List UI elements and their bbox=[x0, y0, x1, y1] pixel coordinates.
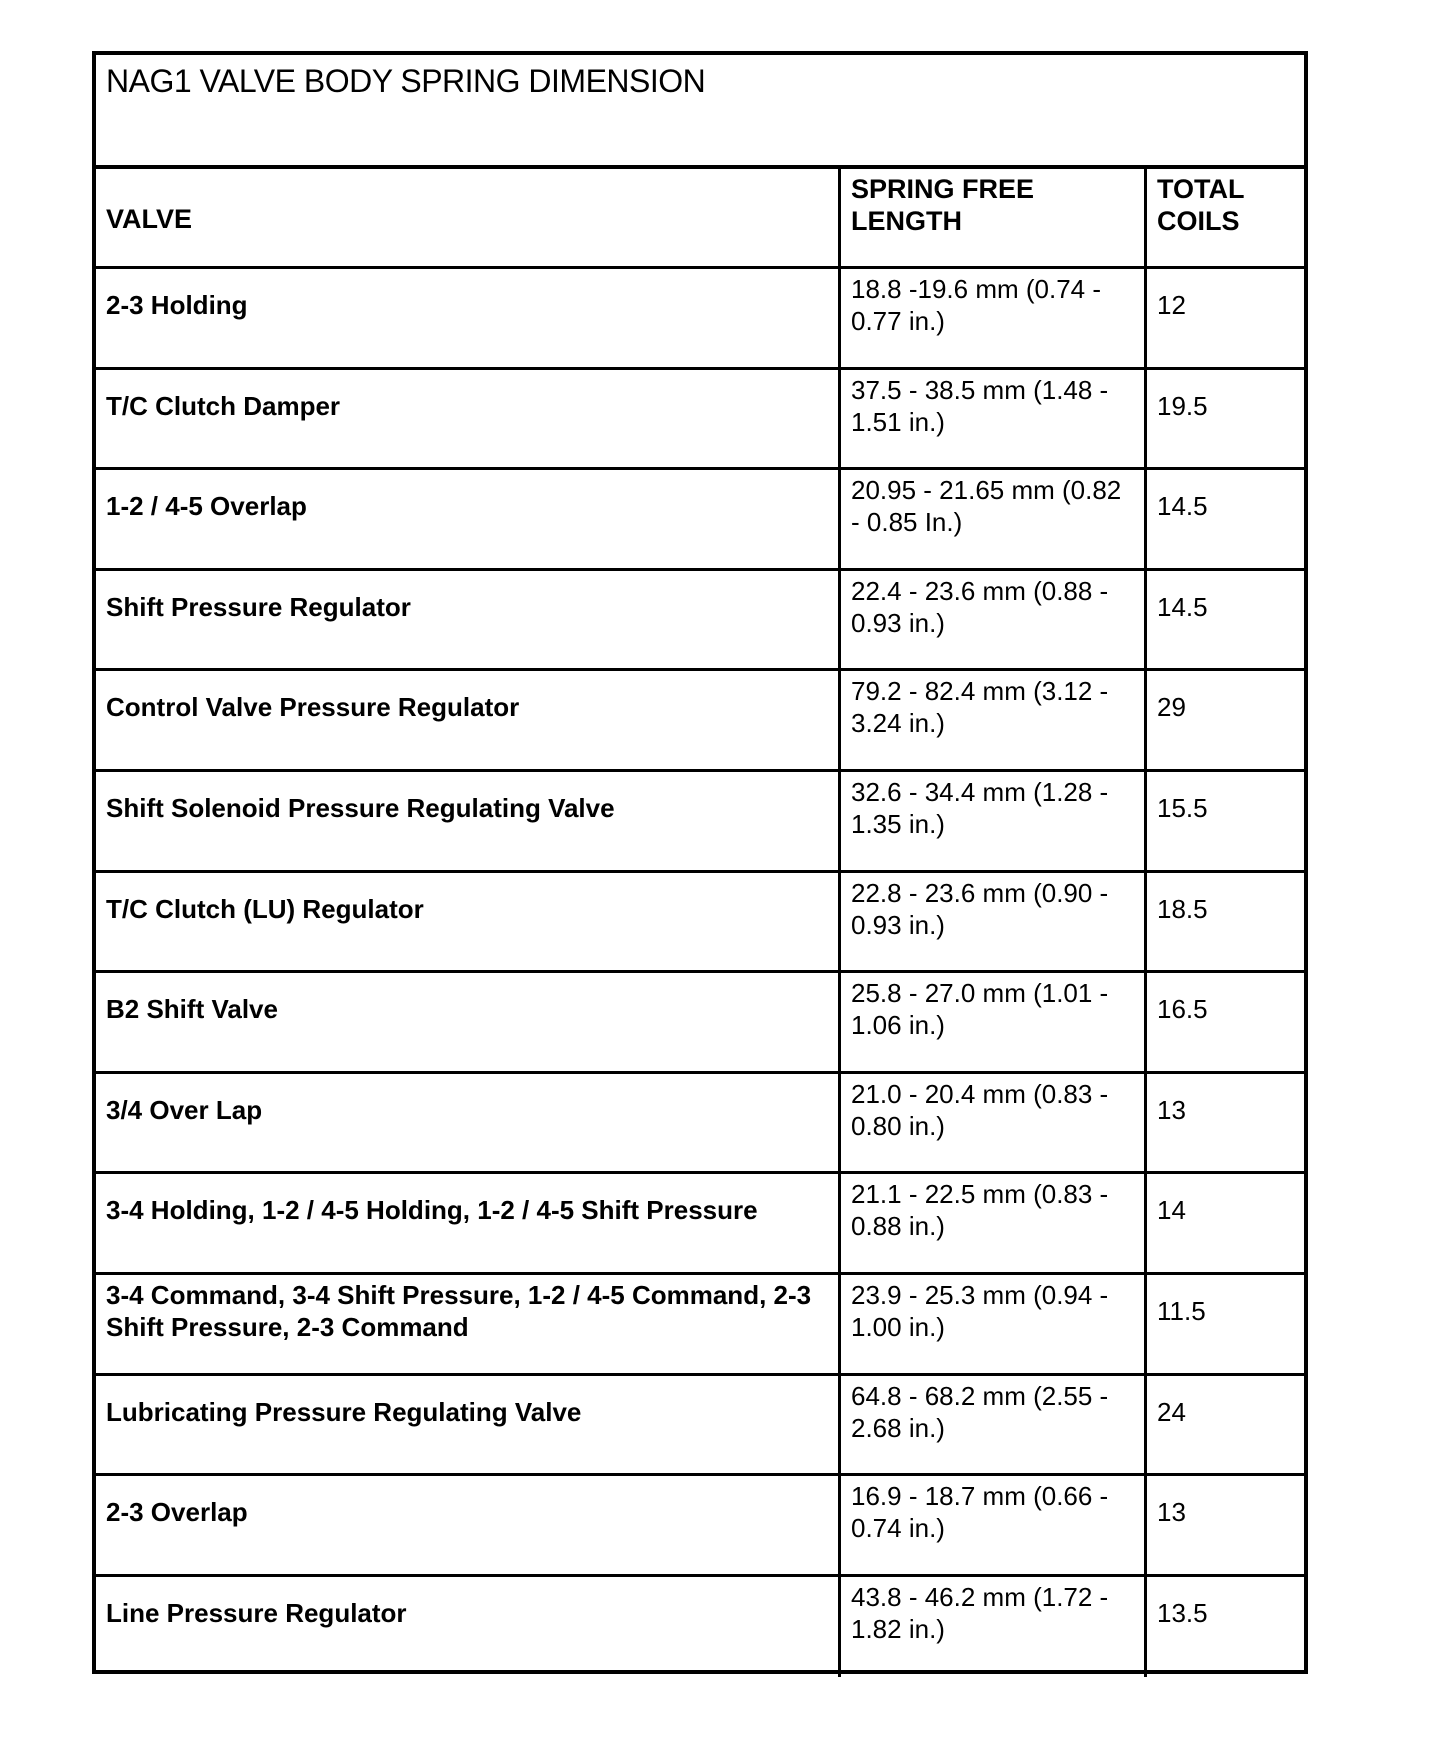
table-row bbox=[96, 370, 1304, 471]
total-coils-value: 15.5 bbox=[1157, 793, 1208, 823]
total-coils-cell bbox=[1147, 370, 1304, 468]
valve-name: B2 Shift Valve bbox=[106, 994, 278, 1025]
spring-length-cell bbox=[841, 1476, 1147, 1574]
total-coils-value: 13.5 bbox=[1157, 1597, 1208, 1628]
spring-free-length-value: 21.0 - 20.4 mm (0.83 - 0.80 in.) bbox=[851, 1078, 1109, 1141]
spring-free-length-value: 18.8 -19.6 mm (0.74 - 0.77 in.) bbox=[851, 274, 1101, 336]
spring-length-cell bbox=[841, 1275, 1147, 1373]
valve-cell bbox=[96, 772, 841, 870]
spring-length-cell bbox=[841, 370, 1147, 468]
valve-cell bbox=[96, 1476, 841, 1574]
total-coils-cell bbox=[1147, 1577, 1304, 1678]
valve-cell bbox=[96, 1275, 841, 1373]
table-row bbox=[96, 1275, 1304, 1376]
total-coils-cell bbox=[1147, 772, 1304, 870]
spring-free-length-value: 22.8 - 23.6 mm (0.90 - 0.93 in.) bbox=[851, 877, 1109, 940]
total-coils-cell bbox=[1147, 470, 1304, 568]
valve-name: T/C Clutch (LU) Regulator bbox=[106, 893, 424, 924]
spring-length-cell bbox=[841, 873, 1147, 971]
valve-cell bbox=[96, 973, 841, 1071]
table-row bbox=[96, 269, 1304, 370]
total-coils-value: 12 bbox=[1157, 290, 1186, 320]
table-row bbox=[96, 671, 1304, 772]
total-coils-value: 11.5 bbox=[1157, 1296, 1206, 1326]
spring-free-length-value: 21.1 - 22.5 mm (0.83 - 0.88 in.) bbox=[851, 1179, 1109, 1242]
valve-cell bbox=[96, 671, 841, 769]
spring-free-length-value: 16.9 - 18.7 mm (0.66 - 0.74 in.) bbox=[851, 1481, 1109, 1544]
total-coils-cell bbox=[1147, 1476, 1304, 1574]
table-row bbox=[96, 873, 1304, 974]
valve-name: Line Pressure Regulator bbox=[106, 1597, 407, 1628]
table-row bbox=[96, 1174, 1304, 1275]
spring-length-cell bbox=[841, 1376, 1147, 1474]
valve-name: Shift Pressure Regulator bbox=[106, 591, 411, 622]
valve-cell bbox=[96, 470, 841, 568]
valve-name: 3/4 Over Lap bbox=[106, 1094, 263, 1125]
spring-dimension-table bbox=[92, 51, 1308, 1674]
spring-length-cell bbox=[841, 772, 1147, 870]
total-coils-value: 16.5 bbox=[1157, 994, 1208, 1025]
total-coils-value: 13 bbox=[1157, 1497, 1186, 1528]
total-coils-value: 14 bbox=[1157, 1195, 1186, 1226]
total-coils-value: 19.5 bbox=[1157, 390, 1208, 421]
valve-cell bbox=[96, 269, 841, 367]
spring-length-cell bbox=[841, 973, 1147, 1071]
valve-name: Shift Solenoid Pressure Regulating Valve bbox=[106, 793, 615, 823]
valve-name: 2-3 Holding bbox=[106, 290, 248, 320]
table-row bbox=[96, 470, 1304, 571]
spring-free-length-value: 25.8 - 27.0 mm (1.01 - 1.06 in.) bbox=[851, 978, 1109, 1041]
valve-cell bbox=[96, 1376, 841, 1474]
spring-free-length-value: 37.5 - 38.5 mm (1.48 - 1.51 in.) bbox=[851, 374, 1109, 437]
header-spring-free-length: SPRING FREE LENGTH bbox=[851, 174, 1035, 236]
spring-free-length-value: 43.8 - 46.2 mm (1.72 - 1.82 in.) bbox=[851, 1581, 1109, 1644]
total-coils-value: 18.5 bbox=[1157, 893, 1208, 924]
valve-cell bbox=[96, 1577, 841, 1678]
total-coils-cell bbox=[1147, 973, 1304, 1071]
total-coils-cell bbox=[1147, 1074, 1304, 1172]
total-coils-cell bbox=[1147, 1376, 1304, 1474]
header-cell-total-coils bbox=[1147, 169, 1304, 266]
table-row bbox=[96, 973, 1304, 1074]
valve-cell bbox=[96, 370, 841, 468]
total-coils-cell bbox=[1147, 873, 1304, 971]
table-row bbox=[96, 772, 1304, 873]
total-coils-cell bbox=[1147, 671, 1304, 769]
table-row bbox=[96, 1577, 1304, 1678]
header-valve: VALVE bbox=[106, 204, 193, 234]
spring-free-length-value: 20.95 - 21.65 mm (0.82 - 0.85 In.) bbox=[851, 475, 1122, 538]
valve-cell bbox=[96, 1074, 841, 1172]
valve-name: 1-2 / 4-5 Overlap bbox=[106, 491, 307, 522]
spring-length-cell bbox=[841, 1577, 1147, 1678]
total-coils-value: 14.5 bbox=[1157, 491, 1208, 522]
total-coils-value: 24 bbox=[1157, 1396, 1186, 1427]
table-header-row bbox=[96, 169, 1304, 269]
table-row bbox=[96, 571, 1304, 672]
spring-length-cell bbox=[841, 470, 1147, 568]
spring-free-length-value: 64.8 - 68.2 mm (2.55 - 2.68 in.) bbox=[851, 1380, 1109, 1443]
total-coils-cell bbox=[1147, 1275, 1304, 1373]
table-row bbox=[96, 1376, 1304, 1477]
valve-cell bbox=[96, 571, 841, 669]
valve-name: T/C Clutch Damper bbox=[106, 390, 341, 421]
spring-free-length-value: 22.4 - 23.6 mm (0.88 - 0.93 in.) bbox=[851, 575, 1109, 638]
spring-length-cell bbox=[841, 671, 1147, 769]
table-row bbox=[96, 1476, 1304, 1577]
valve-name: 3-4 Holding, 1-2 / 4-5 Holding, 1-2 / 4-5 Shift Pressure bbox=[106, 1195, 758, 1226]
valve-cell bbox=[96, 873, 841, 971]
total-coils-value: 14.5 bbox=[1157, 591, 1208, 622]
table-title: NAG1 VALVE BODY SPRING DIMENSION bbox=[106, 63, 706, 99]
header-cell-valve bbox=[96, 169, 841, 266]
table-row bbox=[96, 1074, 1304, 1175]
header-cell-spring-free-length bbox=[841, 169, 1147, 266]
spring-length-cell bbox=[841, 1174, 1147, 1272]
valve-cell bbox=[96, 1174, 841, 1272]
valve-name: Control Valve Pressure Regulator bbox=[106, 692, 520, 723]
valve-name: 3-4 Command, 3-4 Shift Pressure, 1-2 / 4-5 Command, 2-3 Shift Pressure, 2-3 Command bbox=[106, 1280, 812, 1342]
header-total-coils: TOTAL COILS bbox=[1157, 174, 1244, 236]
table-title-row bbox=[96, 55, 1304, 169]
total-coils-cell bbox=[1147, 269, 1304, 367]
spring-free-length-value: 32.6 - 34.4 mm (1.28 - 1.35 in.) bbox=[851, 777, 1109, 839]
spring-length-cell bbox=[841, 269, 1147, 367]
total-coils-cell bbox=[1147, 1174, 1304, 1272]
spring-length-cell bbox=[841, 571, 1147, 669]
valve-name: Lubricating Pressure Regulating Valve bbox=[106, 1396, 582, 1427]
spring-free-length-value: 79.2 - 82.4 mm (3.12 - 3.24 in.) bbox=[851, 676, 1109, 739]
total-coils-value: 29 bbox=[1157, 692, 1186, 723]
total-coils-value: 13 bbox=[1157, 1094, 1186, 1125]
total-coils-cell bbox=[1147, 571, 1304, 669]
spring-free-length-value: 23.9 - 25.3 mm (0.94 - 1.00 in.) bbox=[851, 1280, 1109, 1342]
valve-name: 2-3 Overlap bbox=[106, 1497, 248, 1528]
spring-length-cell bbox=[841, 1074, 1147, 1172]
